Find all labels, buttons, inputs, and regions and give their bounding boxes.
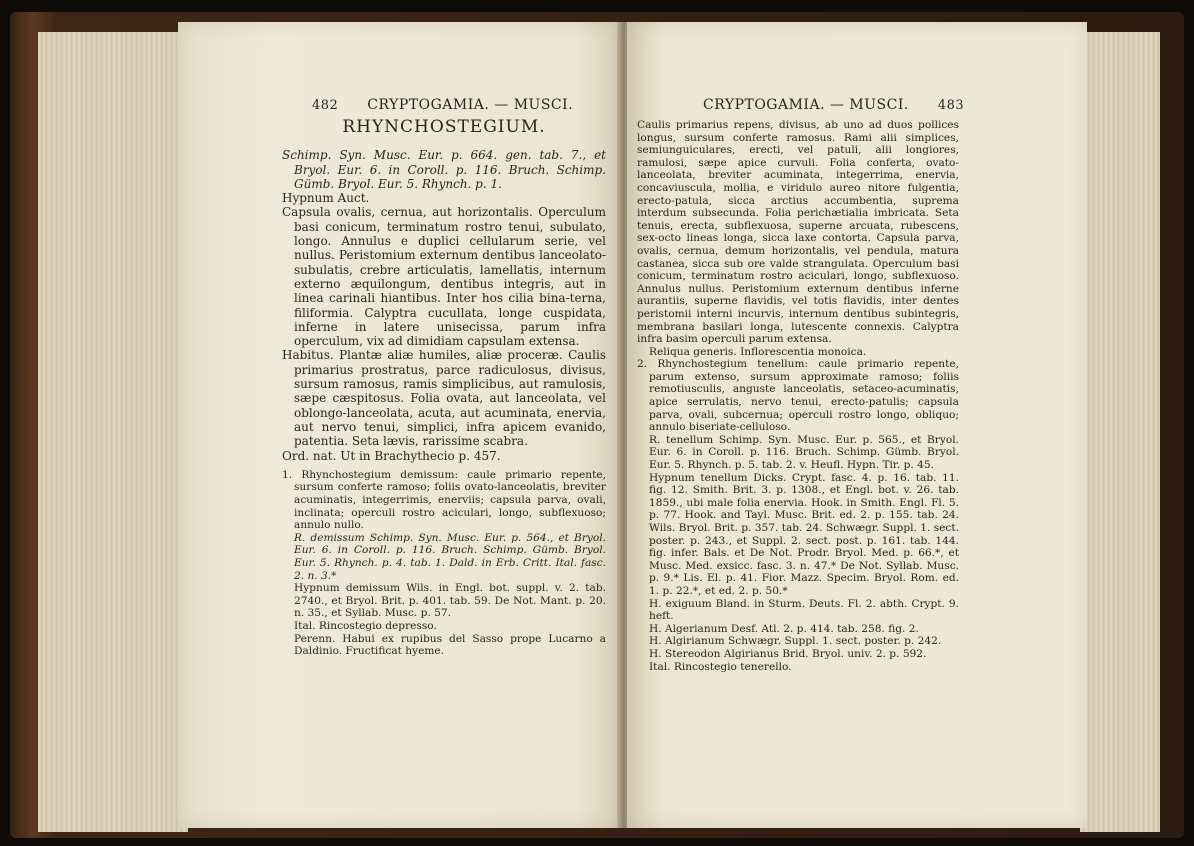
right-species-4: H. Algerianum Desf. Atl. 2. p. 414. tab. 258. fig. 2. (649, 622, 919, 635)
right-page-edges (1080, 32, 1160, 832)
left-running-head (312, 97, 612, 113)
right-species-6: H. Stereodon Algirianus Brid. Bryol. univ. 2. p. 592. (649, 647, 927, 660)
left-species-3: Ital. Rincostegio depresso. (294, 619, 437, 632)
left-para-1: Hypnum Auct. (282, 191, 370, 206)
left-species-2: Hypnum demissum Wils. in Engl. bot. suppl. v. 2. tab. 2740., et Bryol. Brit. p. 401. tab. 59. De Not. Mant. p. 20. n. 35., et Syllab. Musc. p. 57. (294, 582, 606, 620)
left-species-0: 1. Rhynchostegium demissum: caule primario repente, sursum conferte ramoso; foliis ovato-lanceolatis, breviter acuminatis, integerrimis, enerviis; capsula parva, ovali, inclinata; operculi rostro aciculari, longo, subflexuoso; annulo nullo. (282, 468, 606, 532)
right-species-0: 2. Rhynchostegium tenellum: caule primario repente, parum extenso, sursum approximate ramoso; foliis remotiusculis, anguste lanceolatis, setaceo-acuminatis, apice serrulatis, nervo tenui, erecto-patulis; capsula parva, ovali, subcernua; operculi rostro longo, obliquo; annulo biseriate-celluloso. (637, 358, 959, 434)
genus-title: RHYNCHOSTEGIUM. (342, 117, 546, 137)
left-head-text: CRYPTOGAMIA. — MUSCI. (367, 97, 574, 113)
right-running-head (703, 97, 1003, 113)
left-para-4: Ord. nat. Ut in Brachythecio p. 457. (282, 448, 501, 463)
right-page (627, 22, 1087, 828)
left-page (178, 22, 621, 828)
left-species-1: R. demissum Schimp. Syn. Musc. Eur. p. 564., et Bryol. Eur. 6. in Coroll. p. 116. Bruch. Schimp. Gümb. Bryol. Eur. 5. Rhynch. p. 4. tab. 1. Dald. in Erb. Critt. Ital. fasc. 2. n. 3.* (294, 531, 606, 582)
left-page-edges (38, 32, 188, 832)
left-para-3: Habitus. Plantæ aliæ humiles, aliæ proceræ. Caulis primarius prostratus, parce radiculosus, divisus, sursum ramosus, ramis simplicibus, aut ramulosis, sæpe cæspitosus. Folia ovata, aut lanceolata, vel oblongo-lanceolata, acuta, aut acuminata, enervia, aut nervo tenui, simplici, infra apicem evanido, patentia. Seta lævis, rarissime scabra. (282, 348, 606, 449)
right-species-7: Ital. Rincostegio tenerello. (649, 660, 792, 673)
right-species-5: H. Algirianum Schwægr. Suppl. 1. sect. poster. p. 242. (649, 635, 942, 648)
right-species-3: H. exiguum Bland. in Sturm. Deuts. Fl. 2. abth. Crypt. 9. heft. (649, 597, 959, 623)
left-para-0: Schimp. Syn. Musc. Eur. p. 664. gen. tab. 7., et Bryol. Eur. 6. in Coroll. p. 116. Bruch. Schimp. Gümb. Bryol. Eur. 5. Rhynch. p. 1. (282, 148, 606, 191)
left-species-4: Perenn. Habui ex rupibus del Sasso prope Lucarno a Daldinio. Fructificat hyeme. (294, 632, 606, 658)
left-page-number: 482 (312, 98, 339, 113)
right-para-0: Caulis primarius repens, divisus, ab uno ad duos pollices longus, sursum conferte ramosus. Rami alii simplices, semiunguiculares, erecti, vel patuli, alii longiores, ramulosi, sæpe apice curvuli. Folia conferta, ovato-lanceolata, breviter acuminata, integerrima, enervia, concaviuscula, mollia, e viridulo aureo nitore fulgentia, erecto-patula, sicca arctius accumbentia, suprema interdum subsecunda. Folia perichætialia imbricata. Seta tenuis, erecta, subflexuosa, superne arcuata, rubescens, sex-octo lineas longa, sicca laxe contorta. Capsula parva, ovalis, cernua, demum horizontalis, vel pendula, matura castanea, sicca sub ore valde strangulata. Operculum basi conicum, terminatum rostro aciculari, longo, subflexuoso. Annulus nullus. Peristomium externum dentibus inferne aurantiis, superne flavidis, vel totis flavidis, inter dentes peristomii interni incurvis, internum dentibus subintegris, membrana basilari longa, lutescente connexis. Calyptra infra basim operculi parum extensa. (637, 119, 959, 346)
right-species-2: Hypnum tenellum Dicks. Crypt. fasc. 4. p. 16. tab. 11. fig. 12. Smith. Brit. 3. p. 1308., et Engl. bot. v. 26. tab. 1859., ubi male folia enervia. Hook. in Smith. Engl. Fl. 5. p. 77. Hook. and Tayl. Musc. Brit. ed. 2. p. 155. tab. 24. Wils. Bryol. Brit. p. 357. tab. 24. Schwægr. Suppl. 1. sect. poster. p. 243., et Suppl. 2. sect. post. p. 161. tab. 144. fig. infer. Bals. et De Not. Prodr. Bryol. Med. p. 66.*, et Musc. Med. exsicc. fasc. 3. n. 47.* De Not. Syllab. Musc. p. 9.* Lis. El. p. 41. Fior. Mazz. Specim. Bryol. Rom. ed. 1. p. 22.*, et ed. 2. p. 50.* (649, 471, 959, 597)
right-species-1: R. tenellum Schimp. Syn. Musc. Eur. p. 565., et Bryol. Eur. 6. in Coroll. p. 116. Bruch. Schimp. Gümb. Bryol. Eur. 5. Rhynch. p. 5. tab. 2. v. Heufl. Hypn. Tir. p. 45. (649, 433, 959, 472)
right-text-block (637, 119, 959, 673)
left-text-block (282, 117, 606, 658)
left-para-2: Capsula ovalis, cernua, aut horizontalis. Operculum basi conicum, terminatum rostro tenui, subulato, longo. Annulus e duplici cellularum serie, vel nullus. Peristomium externum dentibus lanceolato-subulatis, crebre articulatis, lamellatis, internum externo æquilongum, dentibus integris, aut in linea carinali hiantibus. Inter hos cilia bina-terna, filiformia. Calyptra cucullata, longe cuspidata, inferne in latere unisecissa, parum infra operculum, vix ad dimidiam capsulam extensa. (282, 205, 606, 349)
right-para-1: Reliqua generis. Inflorescentia monoica. (649, 345, 867, 358)
right-head-text: CRYPTOGAMIA. — MUSCI. (703, 97, 909, 113)
right-page-number: 483 (937, 98, 965, 113)
